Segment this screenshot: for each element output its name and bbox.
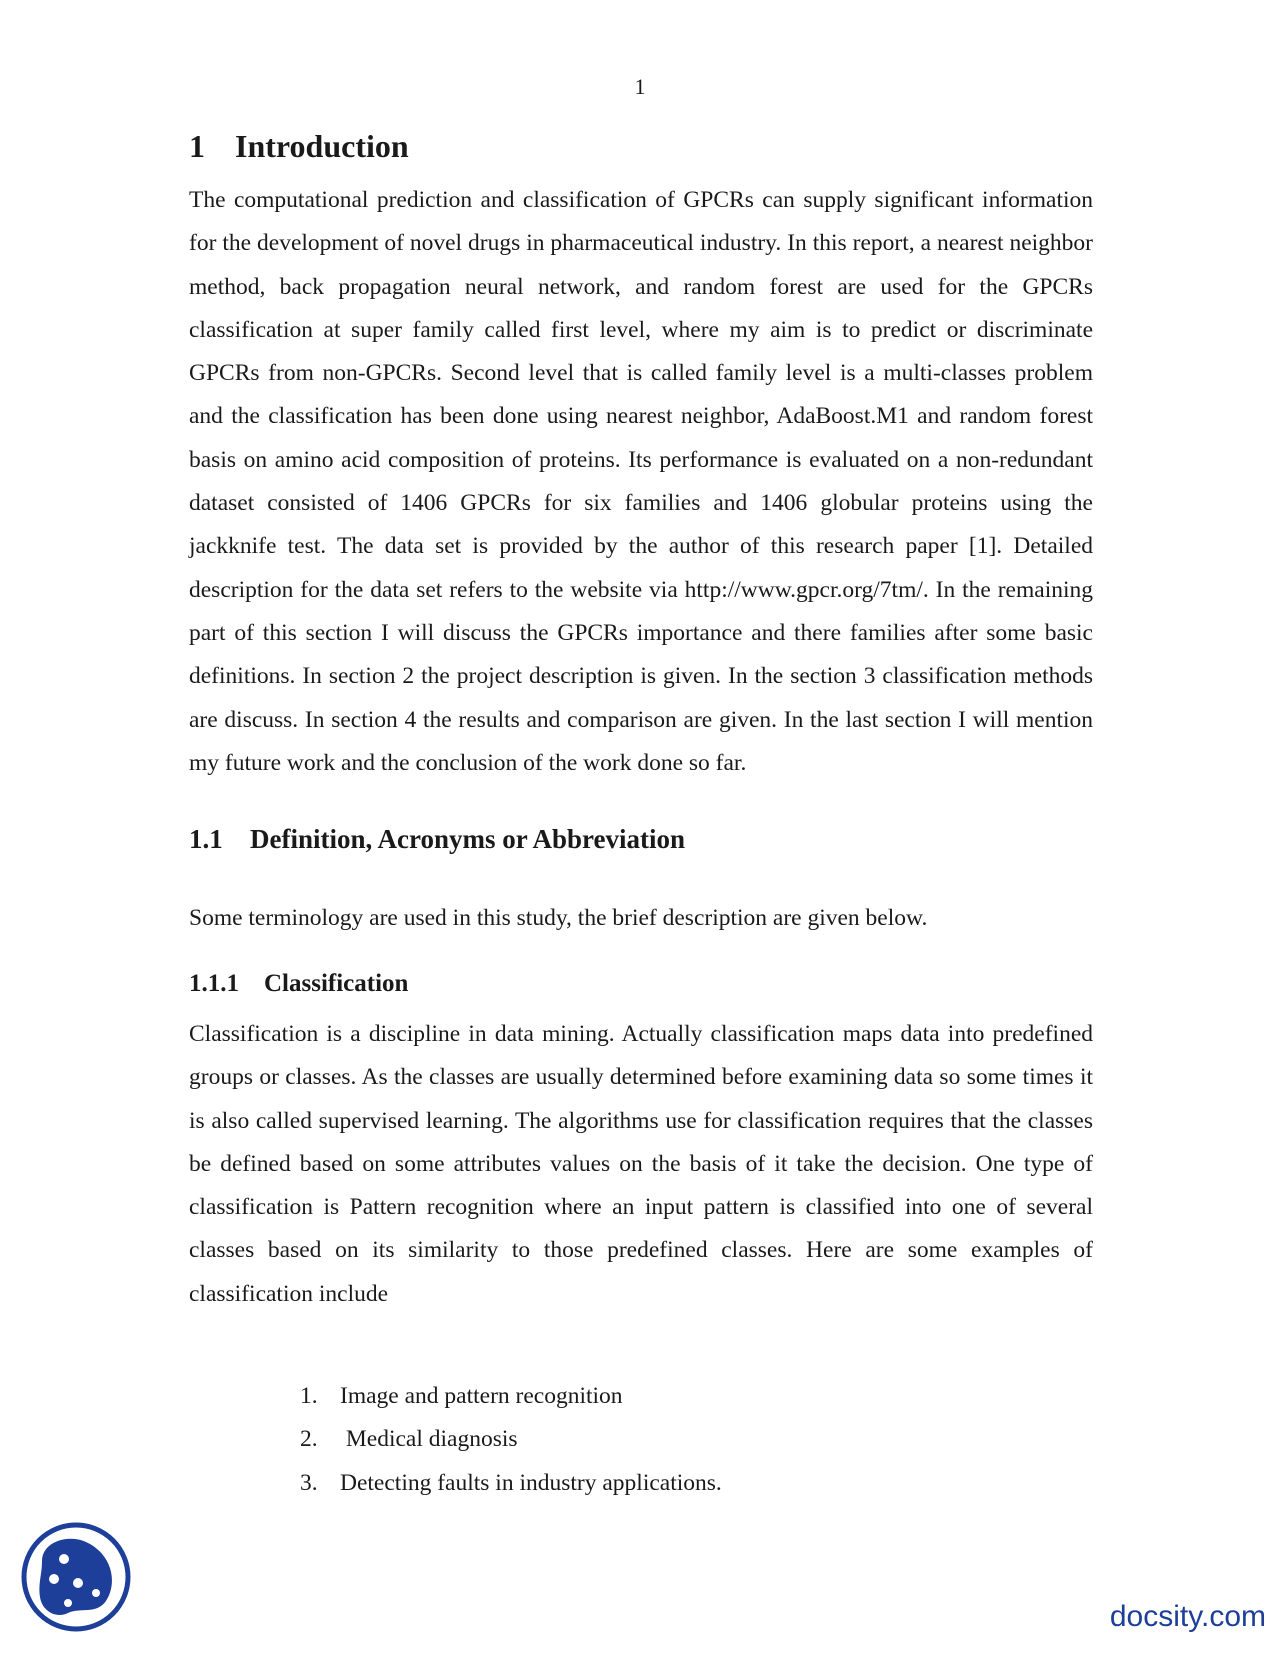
- section-number: 1: [189, 128, 205, 164]
- list-text: Image and pattern recognition: [340, 1383, 623, 1409]
- subsubsection-number: 1.1.1: [189, 970, 239, 997]
- docsity-watermark[interactable]: docsity.com: [1109, 1600, 1266, 1633]
- subsection-heading: [189, 824, 685, 855]
- examples-list: [300, 1375, 722, 1505]
- list-item: [300, 1375, 722, 1418]
- subsubsection-heading: [189, 970, 408, 998]
- page-number: 1: [634, 74, 646, 99]
- subsection-title: Definition, Acronyms or Abbreviation: [250, 824, 686, 854]
- subsection-number: 1.1: [189, 824, 223, 854]
- classification-paragraph: Classification is a discipline in data mining. Actually classification maps data into predefined groups or classes. As the classes are usually determined before examining data so some times it is also called supervised learning. The algorithms use for classification requires that the classes be defined based on some attributes values on the basis of it take the decision. One type of classification is Pattern recognition where an input pattern is classified into one of several classes based on its similarity to those predefined classes. Here are some examples of classification include: [189, 1021, 1093, 1307]
- section-heading: [189, 128, 409, 165]
- intro-paragraph: The computational prediction and classification of GPCRs can supply significant information for the development of novel drugs in pharmaceutical industry. In this report, a nearest neighbor method, back propagation neural network, and random forest are used for the GPCRs classification at super family called first level, where my aim is to predict or discriminate GPCRs from non-GPCRs. Second level that is called family level is a multi-classes problem and the classification has been done using nearest neighbor, AdaBoost.M1 and random forest basis on amino acid composition of proteins. Its performance is evaluated on a non-redundant dataset consisted of 1406 GPCRs for six families and 1406 globular proteins using the jackknife test. The data set is provided by the author of this research paper [1]. Detailed description for the data set refers to the website via http://www.gpcr.org/7tm/. In the remaining part of this section I will discuss the GPCRs importance and there families after some basic definitions. In section 2 the project description is given. In the section 3 classification methods are discuss. In section 4 the results and comparison are given. In the last section I will mention my future work and the conclusion of the work done so far.: [189, 187, 1093, 776]
- terminology-sentence: Some terminology are used in this study, the brief description are given below.: [189, 905, 928, 931]
- section-title: Introduction: [235, 128, 409, 164]
- list-index: 2.: [300, 1426, 318, 1453]
- list-item: [300, 1462, 722, 1505]
- subsubsection-title: Classification: [264, 970, 409, 997]
- list-index: 1.: [300, 1383, 318, 1409]
- list-text: Medical diagnosis: [340, 1426, 518, 1453]
- list-text: Detecting faults in industry applications.: [340, 1469, 722, 1496]
- list-index: 3.: [300, 1469, 318, 1496]
- docsity-logo-icon[interactable]: [20, 1521, 132, 1633]
- list-item: [300, 1418, 722, 1461]
